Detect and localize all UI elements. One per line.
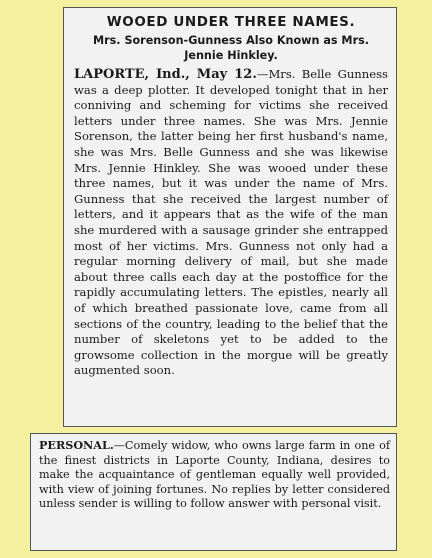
article-body [74, 67, 388, 379]
article-text: —Mrs. Belle Gunness was a deep plotter. It developed tonight that in her conniving and scheming for victims she received letters under three names. She was Mrs. Jennie Sorenson, the latter being her first husband's name, she was Mrs. Belle Gunness and she was likewise Mrs. Jennie Hinkley. She was wooed under these three names, but it was under the name of Mrs. Gunness that she received the largest number of letters, and it appears that as the wife of the man she murdered with a sausage grinder she entrapped most of her victims. Mrs. Gunness not only had a regular morning delivery of mail, but she made about three calls each day at the postoffice for the rapidly accumulating letters. The epistles, nearly all of which breathed passionate love, came from all sections of the country, leading to the belief that the number of skeletons yet to be added to the growsome collection in the morgue will be greatly augmented soon. [74, 67, 388, 378]
personal-ad-body [39, 438, 390, 512]
personal-ad-label: PERSONAL. [39, 438, 114, 452]
article-headline: WOOED UNDER THREE NAMES. [106, 14, 356, 30]
article-clipping [63, 7, 397, 427]
article-dateline: LAPORTE, Ind., May 12. [74, 67, 257, 82]
personal-ad-text: —Comely widow, who owns large farm in one of the finest districts in Laporte County, Indiana, desires to make the acquaintance of gentleman equally well provided, with view of joining fortunes. No replies by letter considered unless sender is willing to follow answer with personal visit. [39, 439, 390, 511]
article-subhead: Mrs. Sorenson-Gunness Also Known as Mrs. Jennie Hinkley. [92, 34, 369, 62]
personal-ad-clipping [30, 433, 397, 551]
